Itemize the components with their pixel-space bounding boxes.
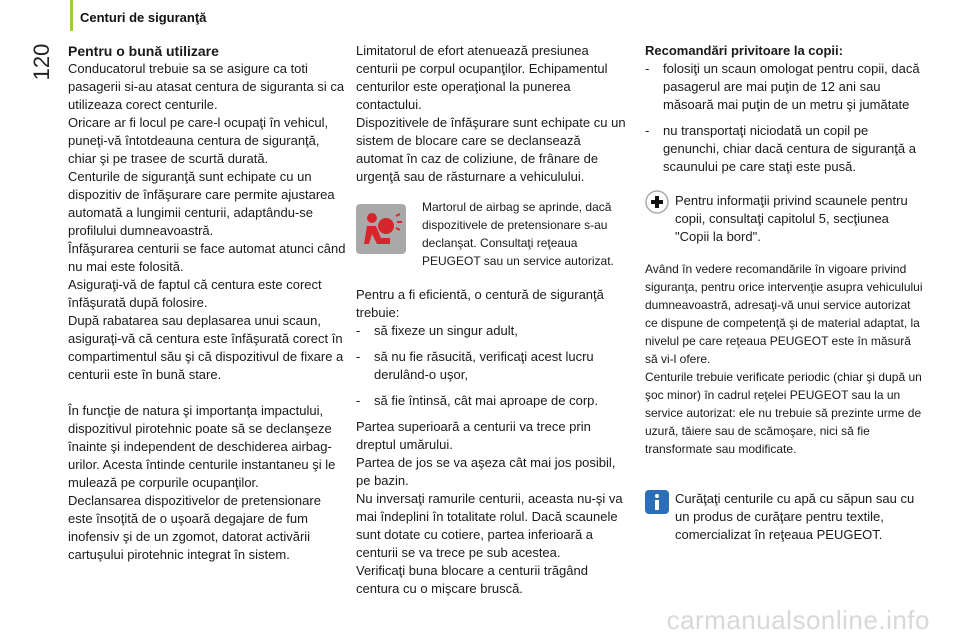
- paragraph: Partea superioară a centurii va trece prin dreptul umărului.: [356, 419, 591, 452]
- column-right: [645, 42, 925, 558]
- section-marker-bar: [70, 0, 73, 31]
- paragraph: În funcţie de natura şi importanţa impactului, dispozitivul pirotehnic poate să se declanşeze înainte şi independent de deschiderea airbag-urilor. Acesta întinde centurile instantaneu şi le mulează pe corpurile ocupanţilor.: [68, 403, 336, 490]
- column-middle: [356, 42, 626, 598]
- paragraph: Dispozitivele de înfăşurare sunt echipate cu un sistem de blocare care se declansează automat în caz de coliziune, de frânare de urgenţă sau de răsturnare a vehiculului.: [356, 115, 626, 184]
- paragraph: Centurile trebuie verificate periodic (chiar şi după un şoc minor) în cadrul reţelei PEUGEOT sau la un service autorizat: ele nu trebuie să prezinte urme de uzură, tăiere sau de scămoşare, nici să fie transformate sau modificate.: [645, 370, 922, 456]
- page-number: 120: [29, 43, 54, 81]
- paragraph: Centurile de siguranţă sunt echipate cu un dispozitiv de înfăşurare care permite ajustarea automată a lungimii centurii, adaptându-se profilului dumneavoastră.: [68, 169, 335, 238]
- plus-note-text: Pentru informaţii privind scaunele pentru copii, consultaţi capitolul 5, secţiunea "Copii la bord".: [675, 193, 908, 244]
- paragraph: Având în vedere recomandările în vigoare privind siguranţa, pentru orice intervenţie asupra vehiculului dumneavoastră, adresaţi-vă unui service autorizat ce dispune de competenţă şi de material adaptat, la nivelul pe care reţeaua PEUGEOT este în măsură să vi-l ofere.: [645, 262, 923, 366]
- paragraph: Nu inversaţi ramurile centurii, aceasta nu-şi va mai îndeplini în totalitate rolul. Dacă scaunele sunt dotate cu cotiere, partea inferioară a centurii se va trece pe sub acestea.: [356, 491, 623, 560]
- list-item: - să nu fie răsucită, verificaţi acest lucru derulând-o uşor,: [356, 349, 594, 382]
- airbag-warning-note: [356, 198, 626, 270]
- paragraph: Partea de jos se va aşeza cât mai jos posibil, pe bazin.: [356, 455, 616, 488]
- paragraph: Limitatorul de efort atenuează presiunea centurii pe corpul ocupanţilor. Echipamentul centurilor este operaţional la punerea contactului.: [356, 43, 608, 112]
- paragraph: Pentru a fi eficientă, o centură de siguranţă trebuie:: [356, 287, 604, 320]
- list-item: - folosiţi un scaun omologat pentru copii, dacă pasagerul are mai puţin de 12 ani sau măsoară mai puţin de un metru şi jumătate: [645, 61, 920, 112]
- info-note-text: Curăţaţi centurile cu apă cu săpun sau cu un produs de curăţare pentru textile, comercializat în reţeaua PEUGEOT.: [675, 491, 915, 542]
- info-icon: [645, 490, 669, 514]
- column-left: [68, 42, 348, 564]
- watermark: carmanualsonline.info: [666, 605, 930, 635]
- list-item: - să fie întinsă, cât mai aproape de corp.: [356, 393, 599, 408]
- paragraph: Declansarea dispozitivelor de pretensionare este însoţită de o uşoară degajare de fum inofensiv şi de un zgomot, datorat activării cartuşului pirotehnic integrat în sistem.: [68, 493, 321, 562]
- paragraph: Asiguraţi-vă de faptul că centura este corect înfăşurată după folosire.: [68, 277, 322, 310]
- airbag-note-text: Martorul de airbag se aprinde, dacă dispozitivele de pretensionare s-au declanşat. Consultaţi reţeaua PEUGEOT sau un service autorizat.: [422, 200, 614, 268]
- section-title: Centuri de siguranţă: [80, 10, 207, 25]
- airbag-warning-icon: [356, 204, 406, 254]
- plus-icon: [645, 190, 669, 214]
- heading-good-use: Pentru o bună utilizare: [68, 43, 219, 59]
- info-note: [645, 490, 925, 544]
- plus-note: [645, 190, 925, 246]
- list-item: - să fixeze un singur adult,: [356, 323, 518, 338]
- paragraph: Înfăşurarea centurii se face automat atunci când nu mai este folosită.: [68, 241, 346, 274]
- heading-children: Recomandări privitoare la copii:: [645, 43, 843, 58]
- paragraph: După rabatarea sau deplasarea unui scaun, asiguraţi-vă că centura este înfăşurată corect în compartimentul său şi că dispozitivul de fixare a centurii este în bună stare.: [68, 313, 344, 382]
- paragraph: Verificaţi buna blocare a centurii trăgând centura cu o mişcare bruscă.: [356, 563, 588, 596]
- paragraph: Conducatorul trebuie sa se asigure ca toti pasagerii si-au atasat centura de siguranta si ca utilizeaza corect centurile.: [68, 61, 345, 112]
- paragraph: Oricare ar fi locul pe care-l ocupaţi în vehicul, puneţi-vă întotdeauna centura de siguranţă, chiar şi pe trasee de scurtă durată.: [68, 115, 329, 166]
- list-item: - nu transportaţi niciodată un copil pe genunchi, chiar dacă centura de siguranţă a scaunului pe care staţi este pusă.: [645, 123, 916, 174]
